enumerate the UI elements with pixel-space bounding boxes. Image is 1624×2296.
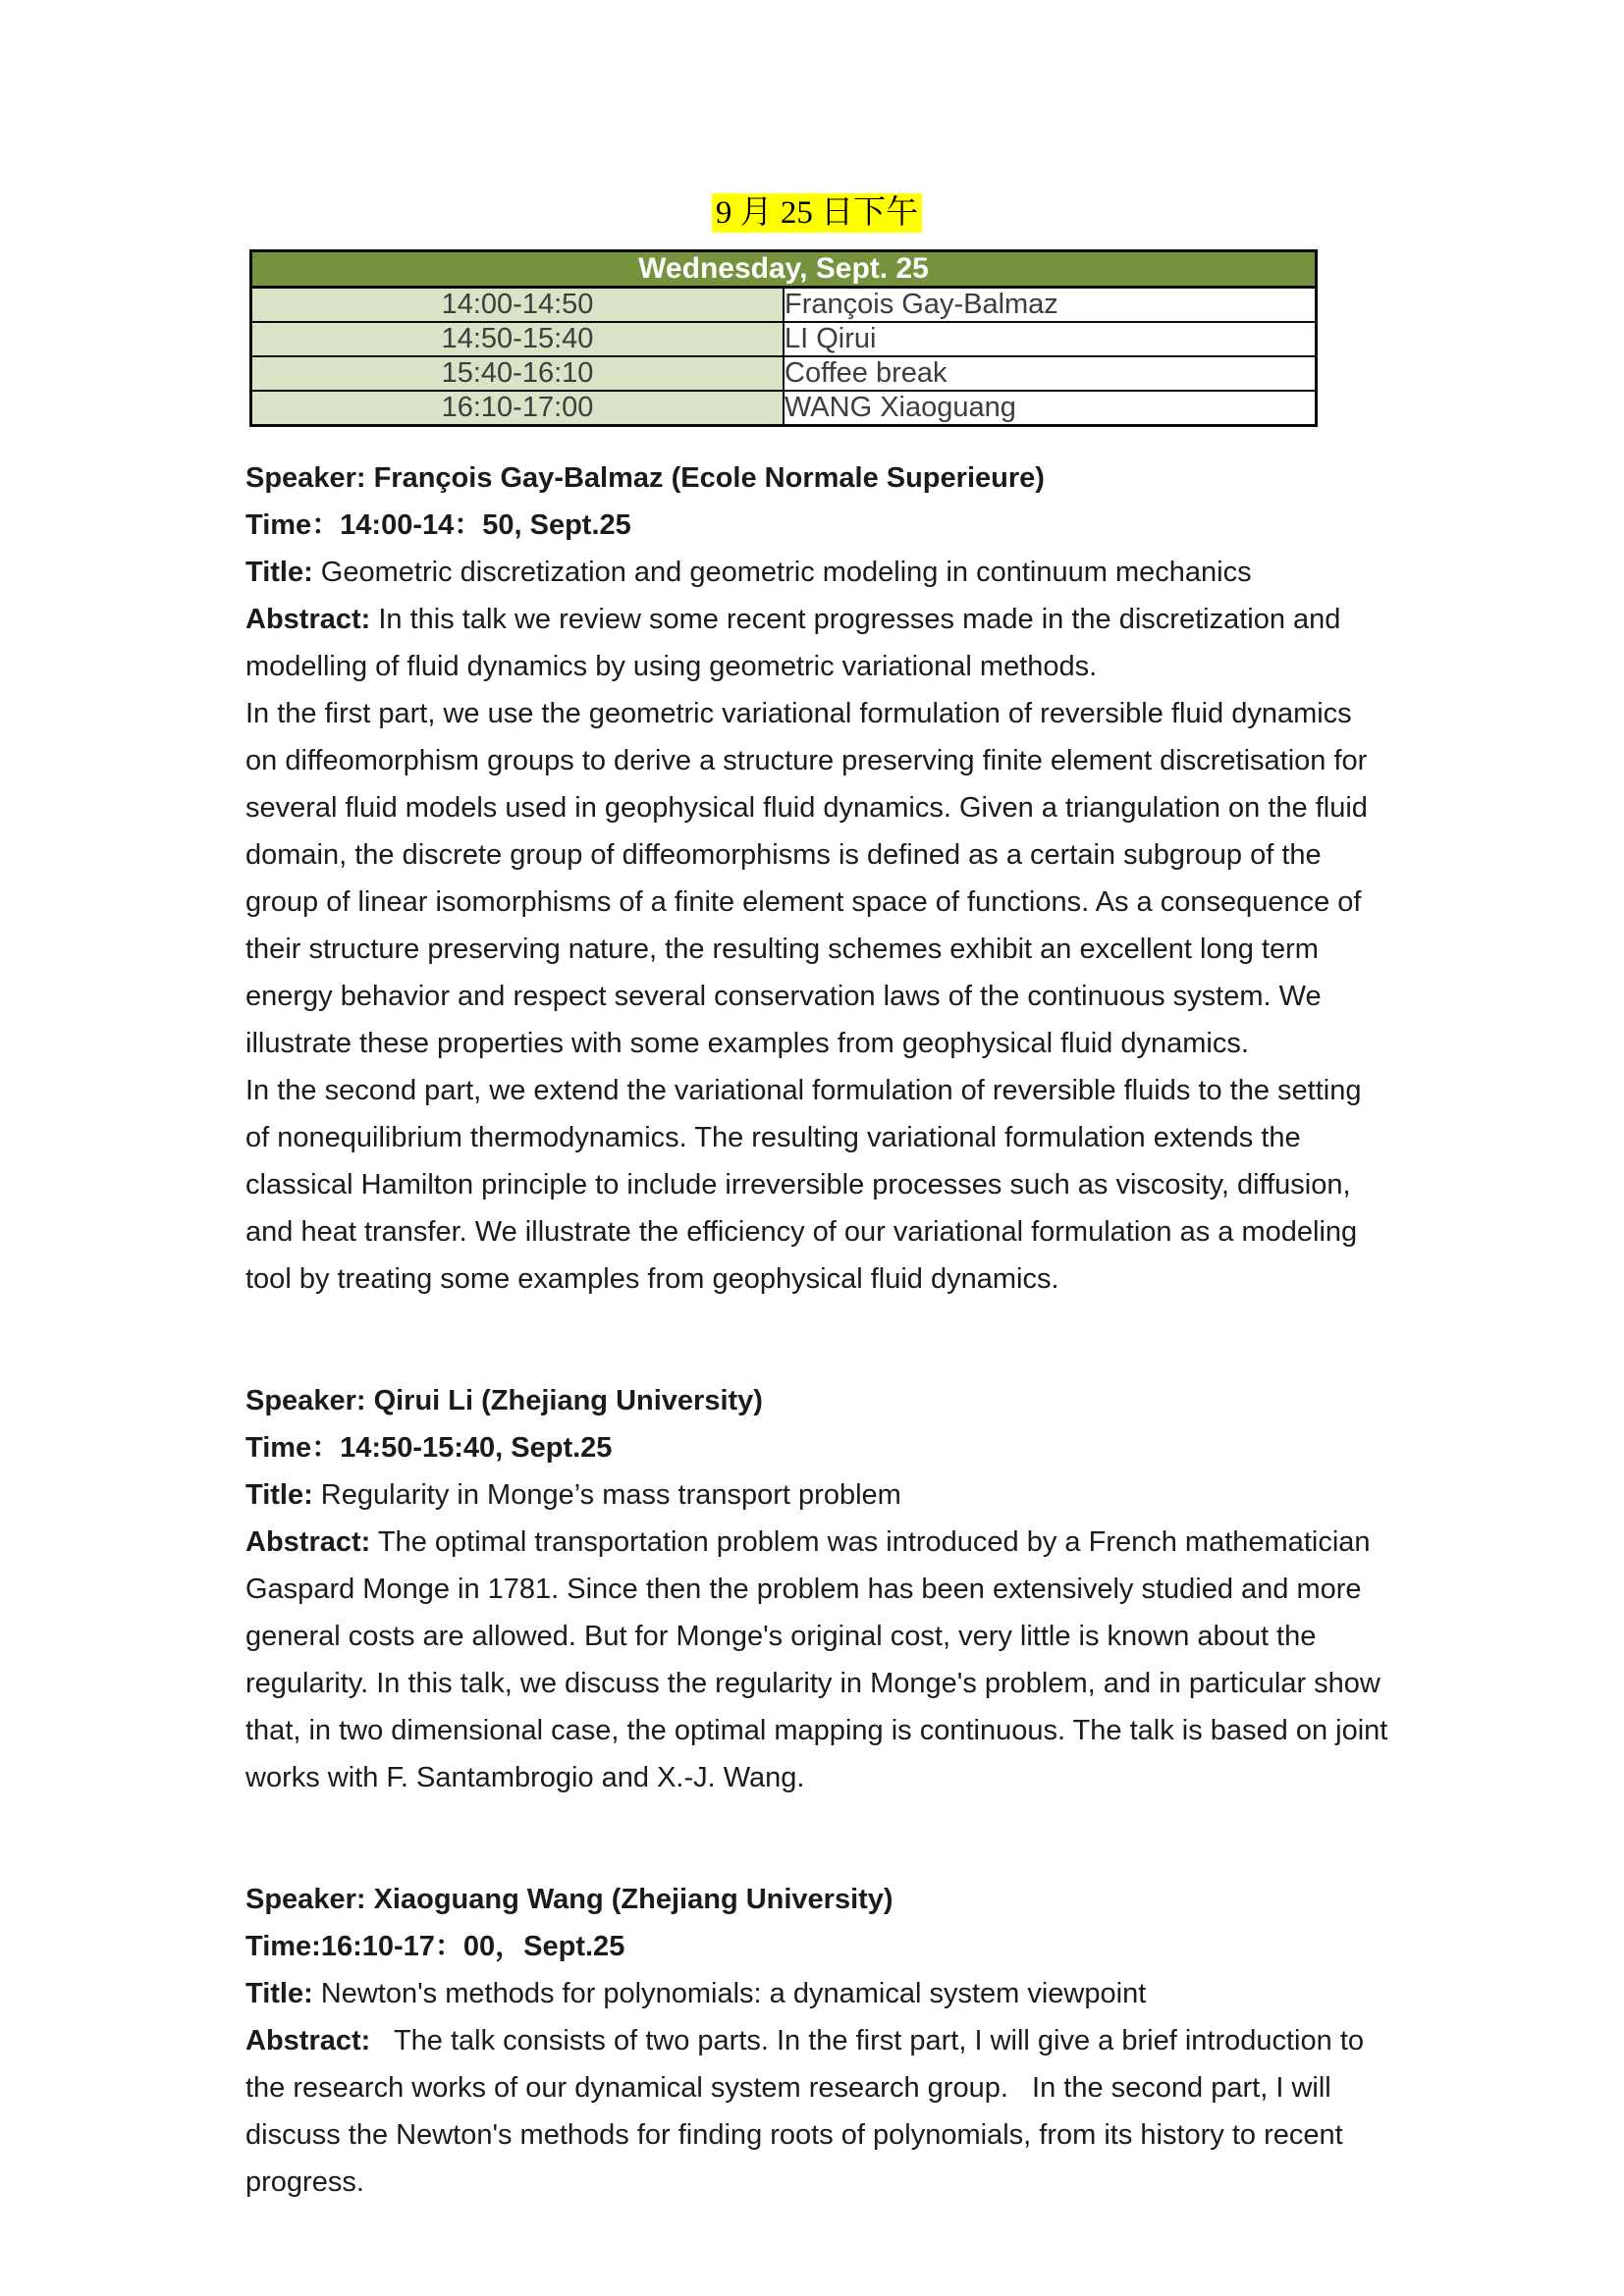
- table-row: [251, 288, 1317, 323]
- session-3: [245, 1876, 1388, 2206]
- title-label: Title:: [245, 1479, 313, 1511]
- time-cell: 16:10-17:00: [251, 391, 785, 426]
- event-cell: Coffee break: [784, 356, 1317, 391]
- time-line: Time：14:50-15:40, Sept.25: [245, 1432, 613, 1464]
- time-line: Time:16:10-17：00，Sept.25: [245, 1931, 625, 1962]
- title-text: Regularity in Monge’s mass transport problem: [312, 1479, 901, 1511]
- page-title: [245, 192, 1388, 234]
- abstract-paragraph: [245, 596, 1388, 690]
- title-line: [245, 549, 1388, 596]
- speaker-line: Speaker: Qirui Li (Zhejiang University): [245, 1385, 763, 1416]
- time-line: Time：14:00-14：50, Sept.25: [245, 509, 631, 541]
- time-cell: 14:00-14:50: [251, 288, 785, 323]
- title-text: Geometric discretization and geometric modeling in continuum mechanics: [312, 557, 1252, 588]
- time-cell: 15:40-16:10: [251, 356, 785, 391]
- speaker-line: Speaker: Xiaoguang Wang (Zhejiang University): [245, 1884, 893, 1915]
- abstract-paragraph: In the first part, we use the geometric variational formulation of reversible fluid dynamics on diffeomorphism groups to derive a structure preserving finite element discretisation for several fluid models used in geophysical fluid dynamics. Given a triangulation on the fluid domain, the discrete group of diffeomorphisms is defined as a certain subgroup of the group of linear isomorphisms of a finite element space of functions. As a consequence of their structure preserving nature, the resulting schemes exhibit an excellent long term energy behavior and respect several conservation laws of the continuous system. We illustrate these properties with some examples from geophysical fluid dynamics.: [245, 698, 1376, 1059]
- abstract-text: The talk consists of two parts. In the first part, I will give a brief introduction to the research works of our dynamical system research group. In the second part, I will discuss the Newton's methods for finding roots of polynomials, from its history to recent progress.: [245, 2025, 1373, 2198]
- title-line: [245, 1970, 1388, 2017]
- session-2: [245, 1377, 1396, 1801]
- table-row: [251, 391, 1317, 426]
- time-cell: 14:50-15:40: [251, 322, 785, 356]
- abstract-label: Abstract:: [245, 1526, 371, 1558]
- table-row: [251, 322, 1317, 356]
- abstract-text: In this talk we review some recent progresses made in the discretization and modelling of fluid dynamics by using geometric variational methods.: [245, 604, 1349, 682]
- table-header-row: [251, 251, 1317, 288]
- title-text: Newton's methods for polynomials: a dynamical system viewpoint: [312, 1978, 1147, 2009]
- schedule-table: [249, 249, 1318, 427]
- title-highlight: 9 月 25 日下午: [712, 193, 922, 233]
- table-header: Wednesday, Sept. 25: [251, 251, 1317, 288]
- abstract-label: Abstract:: [245, 604, 371, 635]
- title-label: Title:: [245, 557, 313, 588]
- abstract-paragraph: [245, 2017, 1388, 2206]
- table-row: [251, 356, 1317, 391]
- title-label: Title:: [245, 1978, 313, 2009]
- title-line: [245, 1471, 1388, 1519]
- abstract-text: The optimal transportation problem was introduced by a French mathematician Gaspard Monge in 1781. Since then the problem has been extensively studied and more general costs are allowed. But for Monge's original cost, very little is known about the regularity. In this talk, we discuss the regularity in Monge's problem, and in particular show that, in two dimensional case, the optimal mapping is continuous. The talk is based on joint works with F. Santambrogio and X.-J. Wang.: [245, 1526, 1396, 1793]
- session-1: [245, 454, 1388, 1303]
- speaker-line: Speaker: François Gay-Balmaz (Ecole Normale Superieure): [245, 462, 1045, 494]
- event-cell: WANG Xiaoguang: [784, 391, 1317, 426]
- event-cell: François Gay-Balmaz: [784, 288, 1317, 323]
- abstract-paragraph: In the second part, we extend the variational formulation of reversible fluids to the setting of nonequilibrium thermodynamics. The resulting variational formulation extends the classical Hamilton principle to include irreversible processes such as viscosity, diffusion, and heat transfer. We illustrate the efficiency of our variational formulation as a modeling tool by treating some examples from geophysical fluid dynamics.: [245, 1075, 1370, 1295]
- abstract-label: Abstract:: [245, 2025, 371, 2056]
- abstract-paragraph: [245, 1519, 1396, 1801]
- event-cell: LI Qirui: [784, 322, 1317, 356]
